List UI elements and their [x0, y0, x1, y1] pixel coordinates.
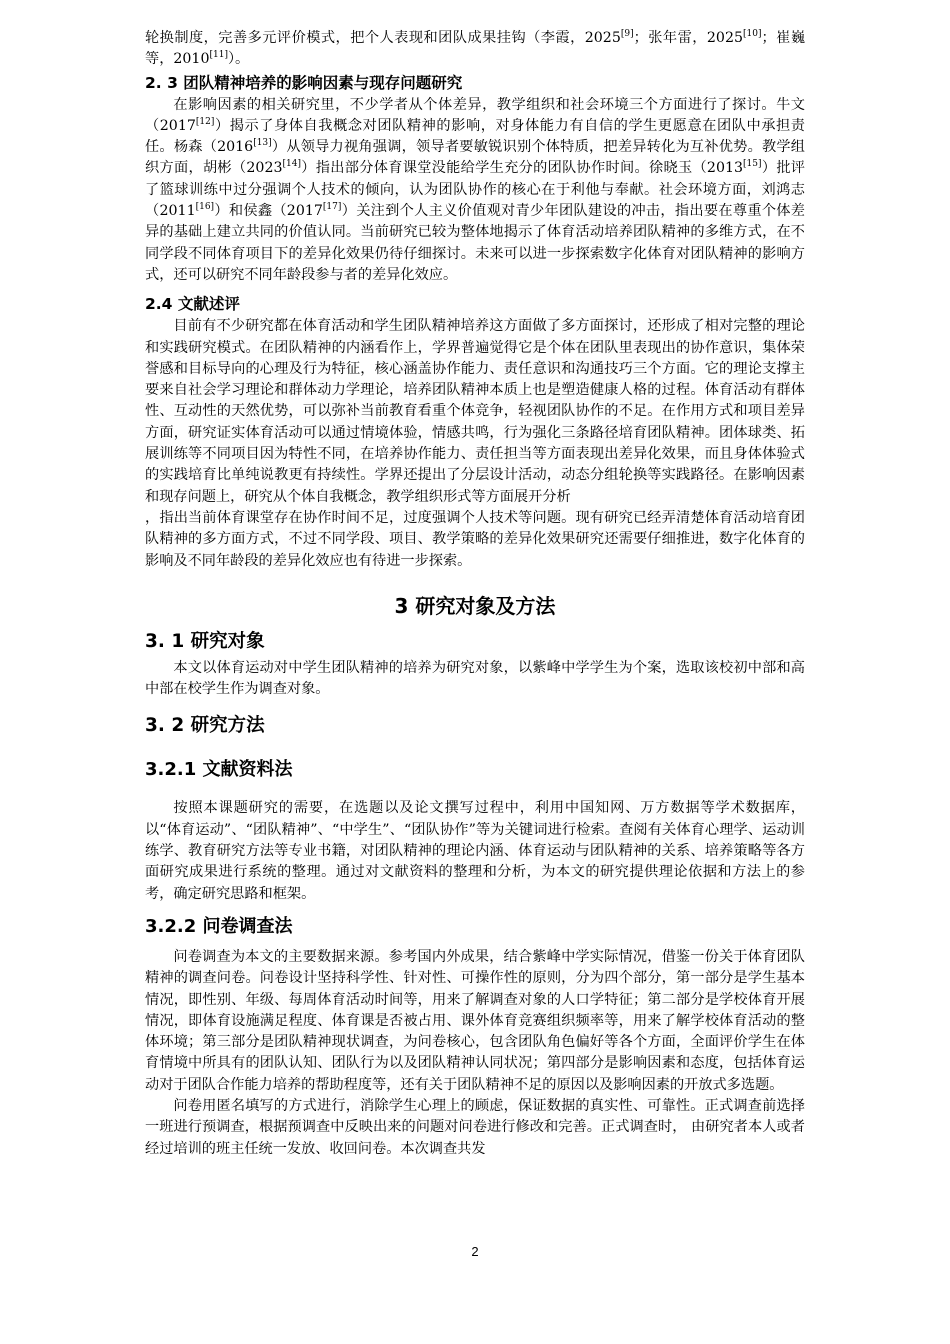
citation-ref: [14]	[282, 159, 301, 170]
page-number: 2	[471, 1244, 479, 1259]
citation-ref: [16]	[195, 202, 215, 213]
text-span: ）批评了篮球训练中过分强调个人技术的倾向，认为团队协作的核心在于利他与奉献。社会环境方面，刘鸿志（2011	[145, 160, 805, 220]
text-span: 在影响因素的相关研究里，不少学者从个体差异，教学组织和社会环境三个方面进行了探讨。牛文（2017	[145, 96, 805, 134]
continued-paragraph	[145, 28, 805, 71]
citation-ref: [11]	[209, 50, 228, 61]
text-span: ，指出当前体育课堂存在协作时间不足，过度强调个人技术等问题。现有研究已经弄清楚体育活动培育团队精神的多方面方式，不过不同学段、项目、教学策略的差异化效果研究还需要仔细推进，数字化体育的影响及不同年龄段的差异化效应也有待进一步探索。	[145, 509, 805, 569]
text-span: 目前有不少研究都在体育活动和学生团队精神培养这方面做了多方面探讨，还形成了相对完整的理论和实践研究模式。在团队精神的内涵看作上，学界普遍觉得它是个体在团队里表现出的协作意识，集体荣誉感和目标导向的心理及行为特征，核心涵盖协作能力、责任意识和沟通技巧三个方面。它的理论支撑主要来自社会学习理论和群体动力学理论，培养团队精神本质上也是塑造健康人格的过程。体育活动有群体性、互动性的天然优势，可以弥补当前教育看重个体竞争，轻视团队协作的不足。在作用方式和项目差异方面，研究证实体育活动可以通过情境体验，情感共鸣，行为强化三条路径培育团队精神。团体球类、拓展训练等不同项目因为特性不同，在培养协作能力、责任担当等方面表现出差异化效果，而且身体体验式的实践培育比单纯说教更有持续性。学界还提出了分层设计活动，动态分组轮换等实践路径。在影响因素和现存问题上，研究从个体自我概念，教学组织形式等方面展开分析	[145, 318, 805, 505]
text-span: ；崔巍等，2010	[145, 30, 806, 68]
chapter-3-heading: 3 研究对象及方法	[394, 593, 556, 618]
section-2-3-heading: 2. 3 团队精神培养的影响因素与现存问题研究	[145, 73, 463, 92]
section-2-3-paragraph	[145, 95, 805, 287]
text-span: ）。	[227, 51, 250, 68]
text-span: ；张年雷，2025	[633, 30, 744, 46]
section-2-4-heading: 2.4 文献述评	[145, 295, 240, 314]
section-3-2-2-paragraph-1: 问卷调查为本文的主要数据来源。参考国内外成果，结合紫峰中学实际情况，借鉴一份关于体育团队精神的调查问卷。问卷设计坚持科学性、针对性、可操作性的原则，分为四个部分，第一部分是学生基本情况，即性别、年级、每周体育活动时间等，用来了解调查对象的人口学特征；第二部分是学校体育开展情况，即体育设施满足程度、体育课是否被占用、课外体育竞赛组织频率等，用来了解学校体育活动的整体环境；第三部分是团队精神现状调查，为问卷核心，包含团队角色偏好等各个方面，全面评价学生在体育情境中所具有的团队认知、团队行为以及团队精神认同状况；第四部分是影响因素和态度，包括体育运动对于团队合作能力培养的帮助程度等，还有关于团队精神不足的原因以及影响因素的开放式多选题。	[145, 948, 805, 1093]
citation-ref: [12]	[195, 116, 215, 127]
text-span: 轮换制度，完善多元评价模式，把个人表现和团队成果挂钩（李霞，2025	[145, 30, 621, 46]
section-2-4-paragraph	[145, 316, 805, 572]
citation-ref: [15]	[743, 159, 762, 170]
section-3-2-heading: 3. 2 研究方法	[145, 715, 265, 737]
text-span: ）指出部分体育课堂没能给学生充分的团队协作时间。徐晓玉（2013	[301, 160, 744, 177]
text-span: ）关注到个人主义价值观对青少年团队建设的冲击，指出要在尊重个体差异的基础上建立共同的价值认同。当前研究已较为整体地揭示了体育活动培养团队精神的多维方式，在不同学段不同体育项目下的差异化效果仍待仔细探讨。未来可以进一步探索数字化体育对团队精神的影响方式，还可以研究不同年龄段参与者的差异化效应。	[145, 203, 805, 283]
text-span: ）揭示了身体自我概念对团队精神的影响，对身体能力有自信的学生更愿意在团队中承担责任。杨森（2016	[145, 117, 805, 156]
citation-ref: [9]	[620, 29, 634, 39]
section-3-2-2-heading: 3.2.2 问卷调查法	[145, 915, 293, 937]
section-3-1-heading: 3. 1 研究对象	[145, 630, 265, 652]
text-span: ）从领导力视角强调，领导者要敏锐识别个体特质，把差异转化为互补优势。教学组织方面，胡彬（2023	[145, 139, 805, 177]
section-3-2-2-paragraph-2: 问卷用匿名填写的方式进行，消除学生心理上的顾虑，保证数据的真实性、可靠性。正式调查前选择一班进行预调查，根据预调查中反映出来的问题对问卷进行修改和完善。正式调查时， 由研究者本人或者经过培训的班主任统一发放、收回问卷。本次调查共发	[145, 1097, 805, 1157]
citation-ref: [17]	[322, 202, 342, 213]
citation-ref: [10]	[743, 29, 762, 39]
section-3-2-1-heading: 3.2.1 文献资料法	[145, 759, 293, 781]
section-3-1-paragraph: 本文以体育运动对中学生团队精神的培养为研究对象，以紫峰中学学生为个案，选取该校初中部和高中部在校学生作为调查对象。	[145, 659, 805, 698]
citation-ref: [13]	[253, 138, 272, 149]
section-3-2-1-paragraph: 按照本课题研究的需要，在选题以及论文撰写过程中，利用中国知网、万方数据等学术数据库， 以“体育运动”、“团队精神”、“中学生”、“团队协作”等为关键词进行检索。查阅有关体育心理学、运动训练学、教育研究方法等专业书籍，对团队精神的理论内涵、体育运动与团队精神的关系、培养策略等各方面研究成果进行系统的整理。通过对文献资料的整理和分析，为本文的研究提供理论依据和方法上的参考，确定研究思路和框架。	[145, 800, 805, 902]
text-span: ）和侯鑫（2017	[214, 203, 323, 220]
